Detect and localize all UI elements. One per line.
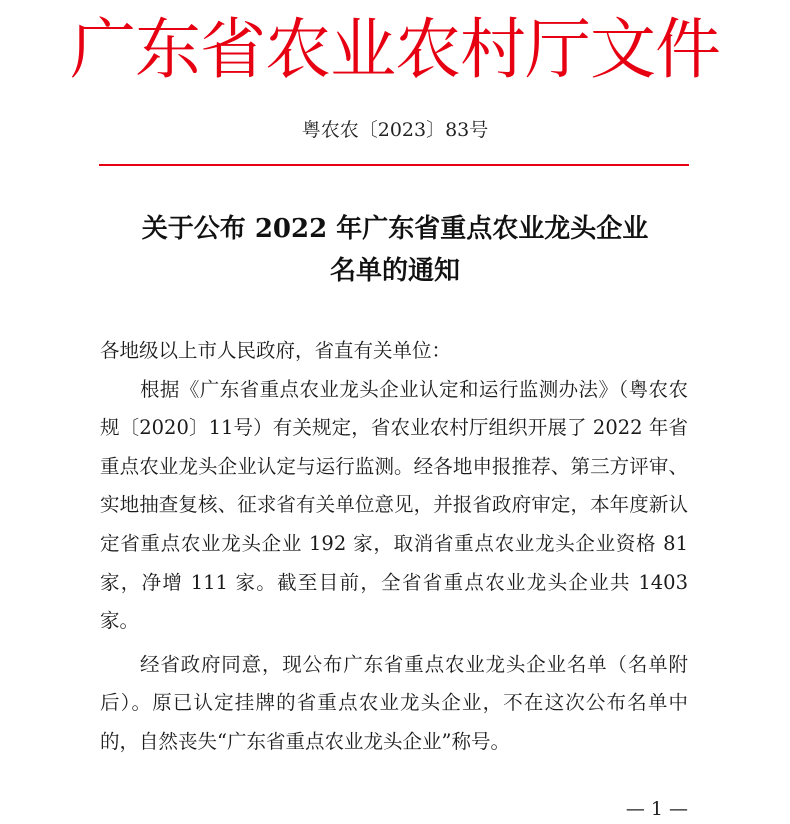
red-divider-line (99, 164, 689, 166)
page-number: — 1 — (625, 798, 688, 820)
notice-body (100, 332, 688, 762)
salutation: 各地级以上市人民政府，省直有关单位： (100, 339, 452, 362)
notice-title (0, 208, 790, 292)
document-number: 粤农农〔2023〕83号 (301, 119, 489, 141)
body-paragraph-1: 根据《广东省重点农业龙头企业认定和运行监测办法》（粤农农规〔2020〕11号）有关规定，省农业农村厅组织开展了 2022 年省重点农业龙头企业认定与运行监测。经各地申报推荐、第三方评审、实地抽查复核、征求省有关单位意见，并报省政府审定，本年度新认定省重点农业龙头企业 192 家，取消省重点农业龙头企业资格 81 家，净增 111 家。截至目前，全省省重点农业龙头企业共 1403 家。 (100, 377, 688, 633)
body-paragraph-2: 经省政府同意，现公布广东省重点农业龙头企业名单（名单附后）。原已认定挂牌的省重点农业龙头企业，不在这次公布名单中的，自然丧失“广东省重点农业龙头企业”称号。 (100, 652, 688, 753)
agency-header-title: 广东省农业农村厅文件 (70, 11, 720, 88)
notice-title-line-1: 关于公布 2022 年广东省重点农业龙头企业 (141, 214, 649, 244)
notice-title-line-2: 名单的通知 (329, 256, 460, 286)
